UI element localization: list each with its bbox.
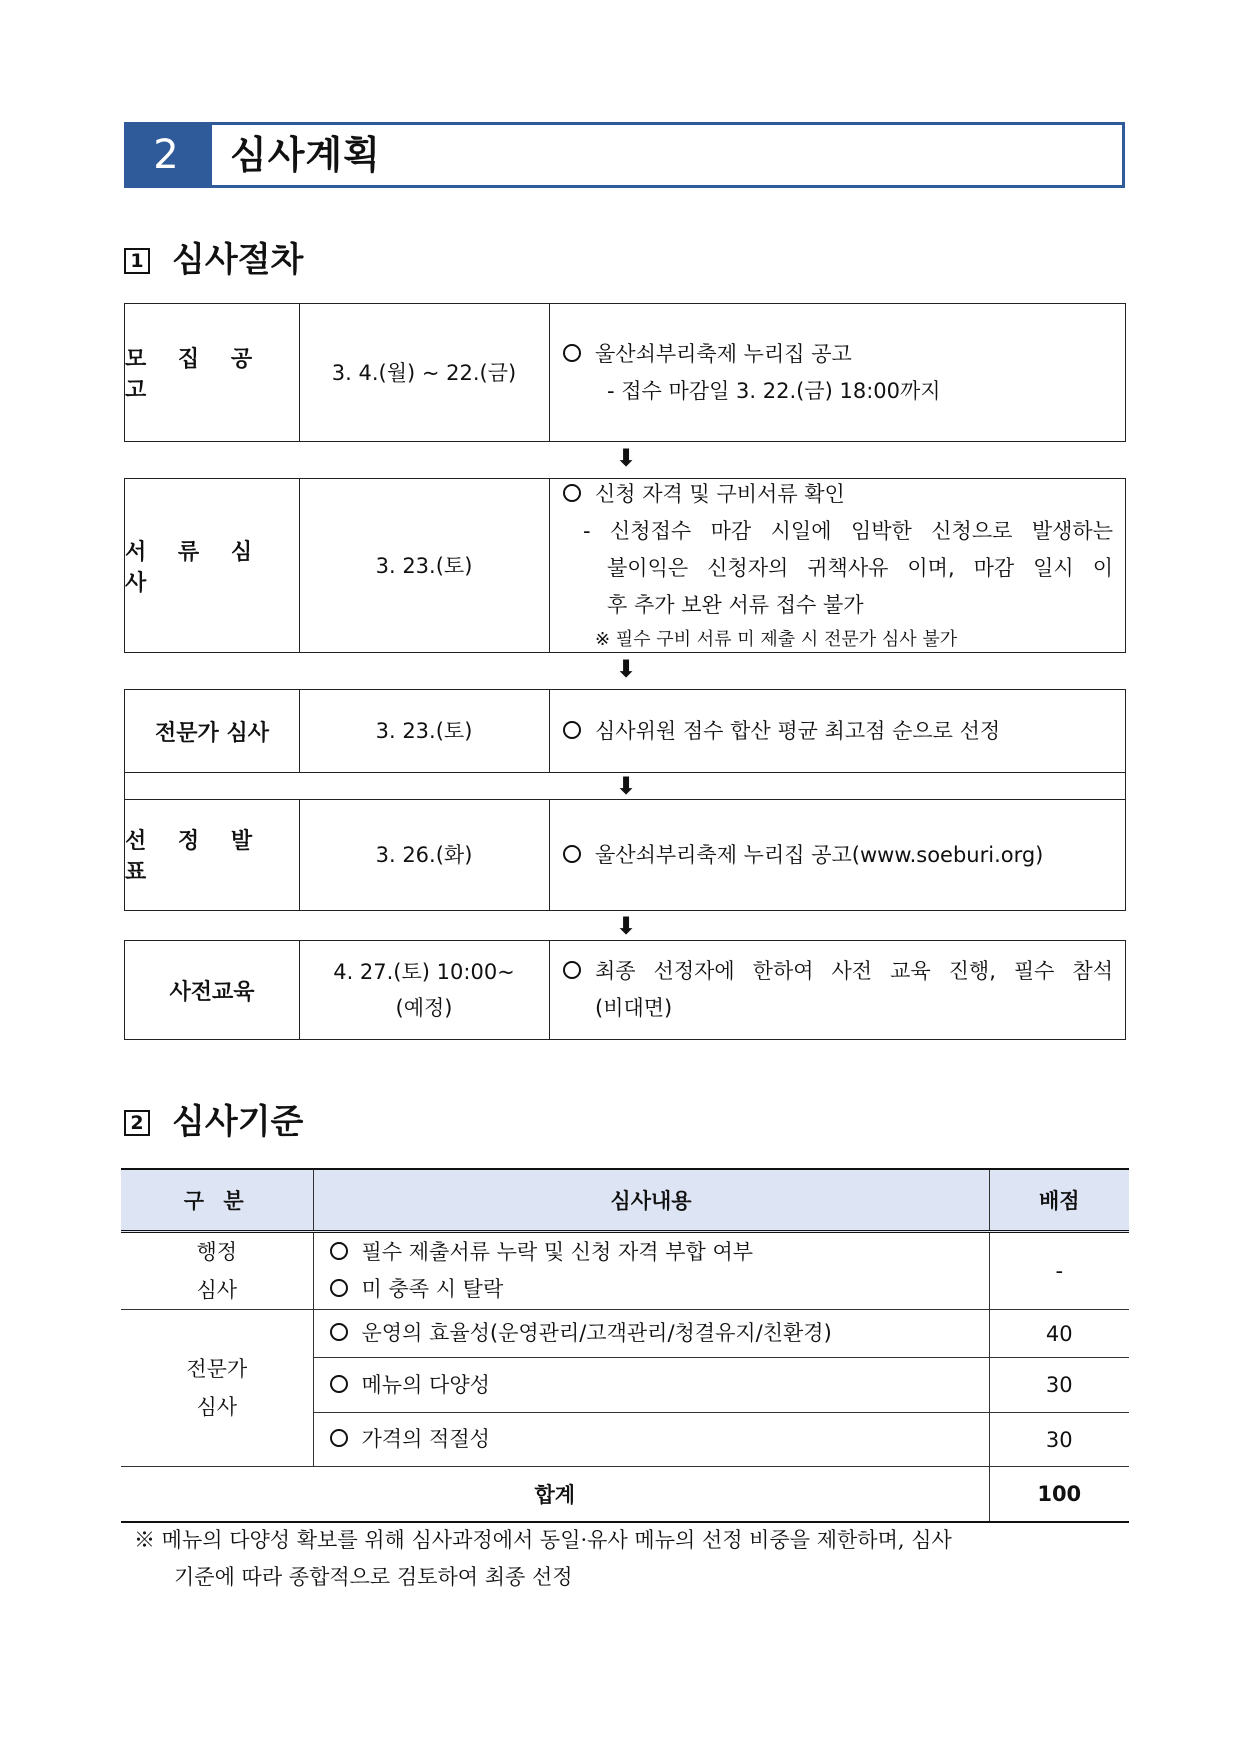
- category-expert: 전문가 심사: [121, 1310, 313, 1467]
- content-admin: 필수 제출서류 누락 및 신청 자격 부합 여부 미 충족 시 탈락: [313, 1232, 989, 1310]
- content-expert-item: 가격의 적절성: [313, 1413, 989, 1467]
- procedure-note: ※ 필수 구비 서류 미 제출 시 전문가 심사 불가: [595, 628, 958, 650]
- stage-date: 3. 4.(월) ~ 22.(금): [331, 360, 517, 385]
- footnote-line: ※ 메뉴의 다양성 확보를 위해 심사과정에서 동일·유사 메뉴의 선정 비중을 제한하며, 심사: [134, 1528, 952, 1552]
- arrow-down-icon: ⬇: [615, 444, 637, 472]
- procedure-line: 울산쇠부리축제 누리집 공고: [563, 336, 1113, 373]
- procedure-line: 심사위원 점수 합산 평균 최고점 순으로 선정: [563, 713, 1113, 750]
- subheading-title: 심사기준: [172, 1102, 304, 1142]
- total-score: 100: [989, 1467, 1129, 1523]
- stage-label: 모 집 공 고: [125, 346, 265, 403]
- bullet-circle-icon: [563, 721, 581, 739]
- arrow-down-icon: ⬇: [615, 912, 637, 940]
- procedure-row-document: [124, 478, 1126, 653]
- procedure-line: - 신청접수 마감 시일에 임박한 신청으로 발생하는: [583, 518, 1113, 543]
- score-expert-item: 30: [989, 1413, 1129, 1467]
- procedure-line: 신청 자격 및 구비서류 확인: [563, 476, 1113, 513]
- subheading-title: 심사절차: [172, 240, 304, 280]
- score-expert-item: 40: [989, 1310, 1129, 1358]
- stage-date-note: (예정): [395, 996, 453, 1020]
- stage-label: 선 정 발 표: [125, 829, 265, 885]
- bullet-circle-icon: [330, 1429, 348, 1447]
- subheading-number: 2: [124, 1110, 150, 1136]
- bullet-circle-icon: [330, 1323, 348, 1341]
- criteria-total-row: [121, 1467, 1129, 1523]
- procedure-line: (비대면): [595, 996, 673, 1020]
- section-header: [124, 122, 1126, 186]
- stage-label: 서 류 심 사: [125, 539, 265, 596]
- bullet-circle-icon: [563, 484, 581, 502]
- bullet-circle-icon: [563, 961, 581, 979]
- bullet-circle-icon: [563, 344, 581, 362]
- category-admin: 행정 심사: [121, 1232, 313, 1310]
- procedure-row-expert: [124, 689, 1126, 773]
- footnote-line: 기준에 따라 종합적으로 검토하여 최종 선정: [174, 1565, 573, 1589]
- stage-date: 3. 23.(토): [375, 719, 473, 743]
- procedure-row-announce: [124, 800, 1126, 911]
- procedure-line: 후 추가 보완 서류 접수 불가: [607, 592, 864, 617]
- section-title-box: [208, 122, 1125, 188]
- footnote: [134, 1522, 1124, 1596]
- section-number: 2: [124, 122, 208, 188]
- content-expert-item: 운영의 효율성(운영관리/고객관리/청결유지/친환경): [313, 1310, 989, 1358]
- bullet-circle-icon: [330, 1375, 348, 1393]
- stage-date: 4. 27.(토) 10:00~: [333, 960, 515, 984]
- criteria-row-admin: [121, 1232, 1129, 1310]
- bullet-circle-icon: [563, 845, 581, 863]
- procedure-row-education: [124, 940, 1126, 1040]
- section-title: 심사계획: [230, 133, 381, 177]
- score-expert-item: 30: [989, 1358, 1129, 1413]
- header-content: 심사내용: [313, 1169, 989, 1232]
- arrow-down-icon: ⬇: [615, 772, 637, 800]
- procedure-line: 울산쇠부리축제 누리집 공고(www.soeburi.org): [563, 837, 1113, 874]
- stage-date: 3. 23.(토): [375, 553, 473, 578]
- stage-label: 사전교육: [169, 979, 255, 1005]
- subheading-number: 1: [124, 248, 150, 274]
- procedure-line: - 접수 마감일 3. 22.(금) 18:00까지: [607, 378, 941, 403]
- header-category: 구 분: [121, 1169, 313, 1232]
- total-label: 합계: [121, 1467, 989, 1523]
- content-expert-item: 메뉴의 다양성: [313, 1358, 989, 1413]
- arrow-down-icon: ⬇: [615, 655, 637, 683]
- criteria-table: [121, 1168, 1129, 1523]
- criteria-header-row: [121, 1169, 1129, 1232]
- header-score: 배점: [989, 1169, 1129, 1232]
- stage-date: 3. 26.(화): [375, 843, 473, 867]
- procedure-row-recruit: [124, 303, 1126, 442]
- stage-label: 전문가 심사: [155, 720, 269, 746]
- bullet-circle-icon: [330, 1279, 348, 1297]
- criteria-row-expert-1: [121, 1310, 1129, 1358]
- bullet-circle-icon: [330, 1242, 348, 1260]
- score-admin: -: [989, 1232, 1129, 1310]
- procedure-line: 최종 선정자에 한하여 사전 교육 진행, 필수 참석: [563, 953, 1113, 990]
- procedure-line: 불이익은 신청자의 귀책사유 이며, 마감 일시 이: [607, 555, 1113, 580]
